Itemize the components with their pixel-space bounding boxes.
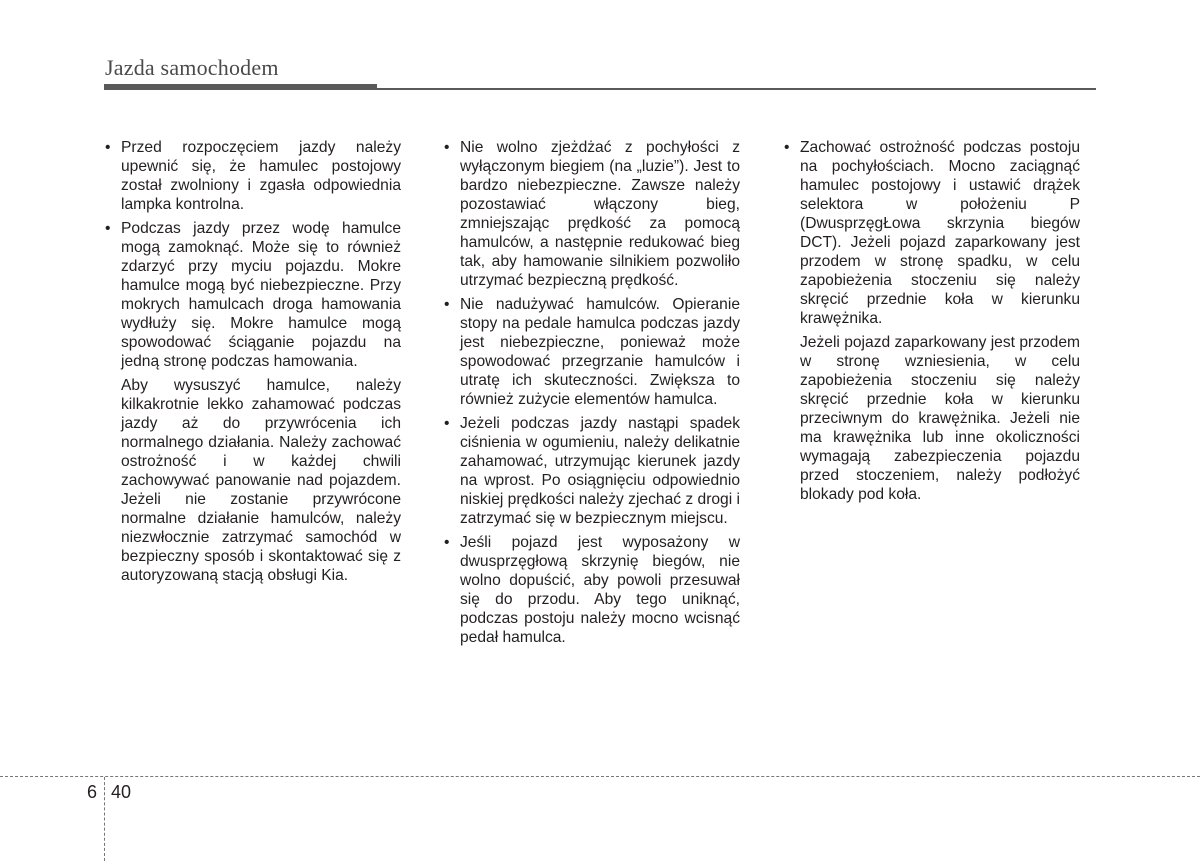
bullet-icon: •	[444, 296, 450, 313]
text-column-2	[442, 138, 740, 652]
list-item	[442, 533, 740, 647]
list-item	[782, 138, 1080, 328]
list-item-text: Nie nadużywać hamulców. Opieranie stopy na pedale hamulca podczas jazdy jest niebezpieczne, ponieważ może spowodować przegrzanie hamulców i utratę ich skuteczności. Zwiększa to również zużycie elementów hamulca.	[460, 296, 740, 408]
list-item	[103, 219, 401, 371]
bullet-icon: •	[105, 220, 111, 237]
bullet-list	[103, 138, 401, 371]
bullet-icon: •	[444, 415, 450, 432]
list-item-text: Jeżeli podczas jazdy nastąpi spadek ciśnienia w ogumieniu, należy delikatnie zahamować, utrzymując kierunek jazdy na wprost. Po osiągnięciu odpowiednio niskiej prędkości należy zjechać z drogi i zatrzymać się w bezpiecznym miejscu.	[460, 415, 740, 527]
bullet-icon: •	[784, 139, 790, 156]
list-item-text: Przed rozpoczęciem jazdy należy upewnić się, że hamulec postojowy został zwolniony i zgasła odpowiednia lampka kontrolna.	[121, 139, 401, 213]
bullet-icon: •	[444, 534, 450, 551]
bullet-list	[782, 138, 1080, 328]
paragraph: Jeżeli pojazd zaparkowany jest przodem w stronę wzniesienia, w celu zapobieżenia stoczeniu się należy skręcić przednie koła w kierunku przeciwnym do krawężnika. Jeżeli nie ma krawężnika lub inne okoliczności wymagają zabezpieczenia pojazdu przed stoczeniem, należy podłożyć blokady pod koła.	[800, 334, 1080, 503]
header-rule-thick	[104, 84, 377, 90]
header-rule-thin	[377, 88, 1096, 90]
footer-vertical-divider	[104, 777, 105, 861]
list-item-text: Jeśli pojazd jest wyposażony w dwusprzęgłową skrzynię biegów, nie wolno dopuścić, aby powoli przesuwał się do przodu. Aby tego uniknąć, podczas postoju należy mocno wcisnąć pedał hamulca.	[460, 534, 740, 646]
list-item	[442, 414, 740, 528]
list-item	[442, 138, 740, 290]
list-item-text: Zachować ostrożność podczas postoju na pochyłościach. Mocno zaciągnąć hamulec postojowy i ustawić drążek selektora w położeniu P (DwusprzęgŁowa skrzynia biegów DCT). Jeżeli pojazd zaparkowany jest przodem w stronę spadku, w celu zapobieżenia stoczeniu się należy skręcić przednie koła w kierunku krawężnika.	[800, 139, 1080, 327]
section-number: 6	[87, 782, 98, 802]
bullet-icon: •	[444, 139, 450, 156]
list-item-text: Nie wolno zjeżdżać z pochyłości z wyłączonym biegiem (na „luzie”). Jest to bardzo niebezpieczne. Zawsze należy pozostawiać włączony bieg, zmniejszając prędkość za pomocą hamulców, a następnie redukować bieg tak, aby hamowanie silnikiem pozwoliło utrzymać bezpieczną prędkość.	[460, 139, 740, 289]
text-column-1	[103, 138, 401, 590]
list-item-text: Podczas jazdy przez wodę hamulce mogą zamoknąć. Może się to również zdarzyć przy myciu pojazdu. Mokre hamulce mogą być niebezpieczne. Przy mokrych hamulcach droga hamowania wydłuży się. Mokre hamulce mogą spowodować ściąganie pojazdu na jedną stronę podczas hamowania.	[121, 220, 401, 370]
footer-divider	[0, 776, 1200, 777]
bullet-icon: •	[105, 139, 111, 156]
paragraph: Aby wysuszyć hamulce, należy kilkakrotnie lekko zahamować podczas jazdy aż do przywrócenia ich normalnego działania. Należy zachować ostrożność i w każdej chwili zachowywać panowanie nad pojazdem. Jeżeli nie zostanie przywrócone normalne działanie hamulców, należy niezwłocznie zatrzymać samochód w bezpieczny sposób i skontaktować się z autoryzowaną stacją obsługi Kia.	[121, 377, 401, 584]
list-item	[103, 138, 401, 214]
list-item	[442, 295, 740, 409]
page-number: 40	[111, 782, 132, 802]
page-header-title: Jazda samochodem	[105, 55, 279, 80]
text-column-3	[782, 138, 1080, 509]
bullet-list	[442, 138, 740, 647]
